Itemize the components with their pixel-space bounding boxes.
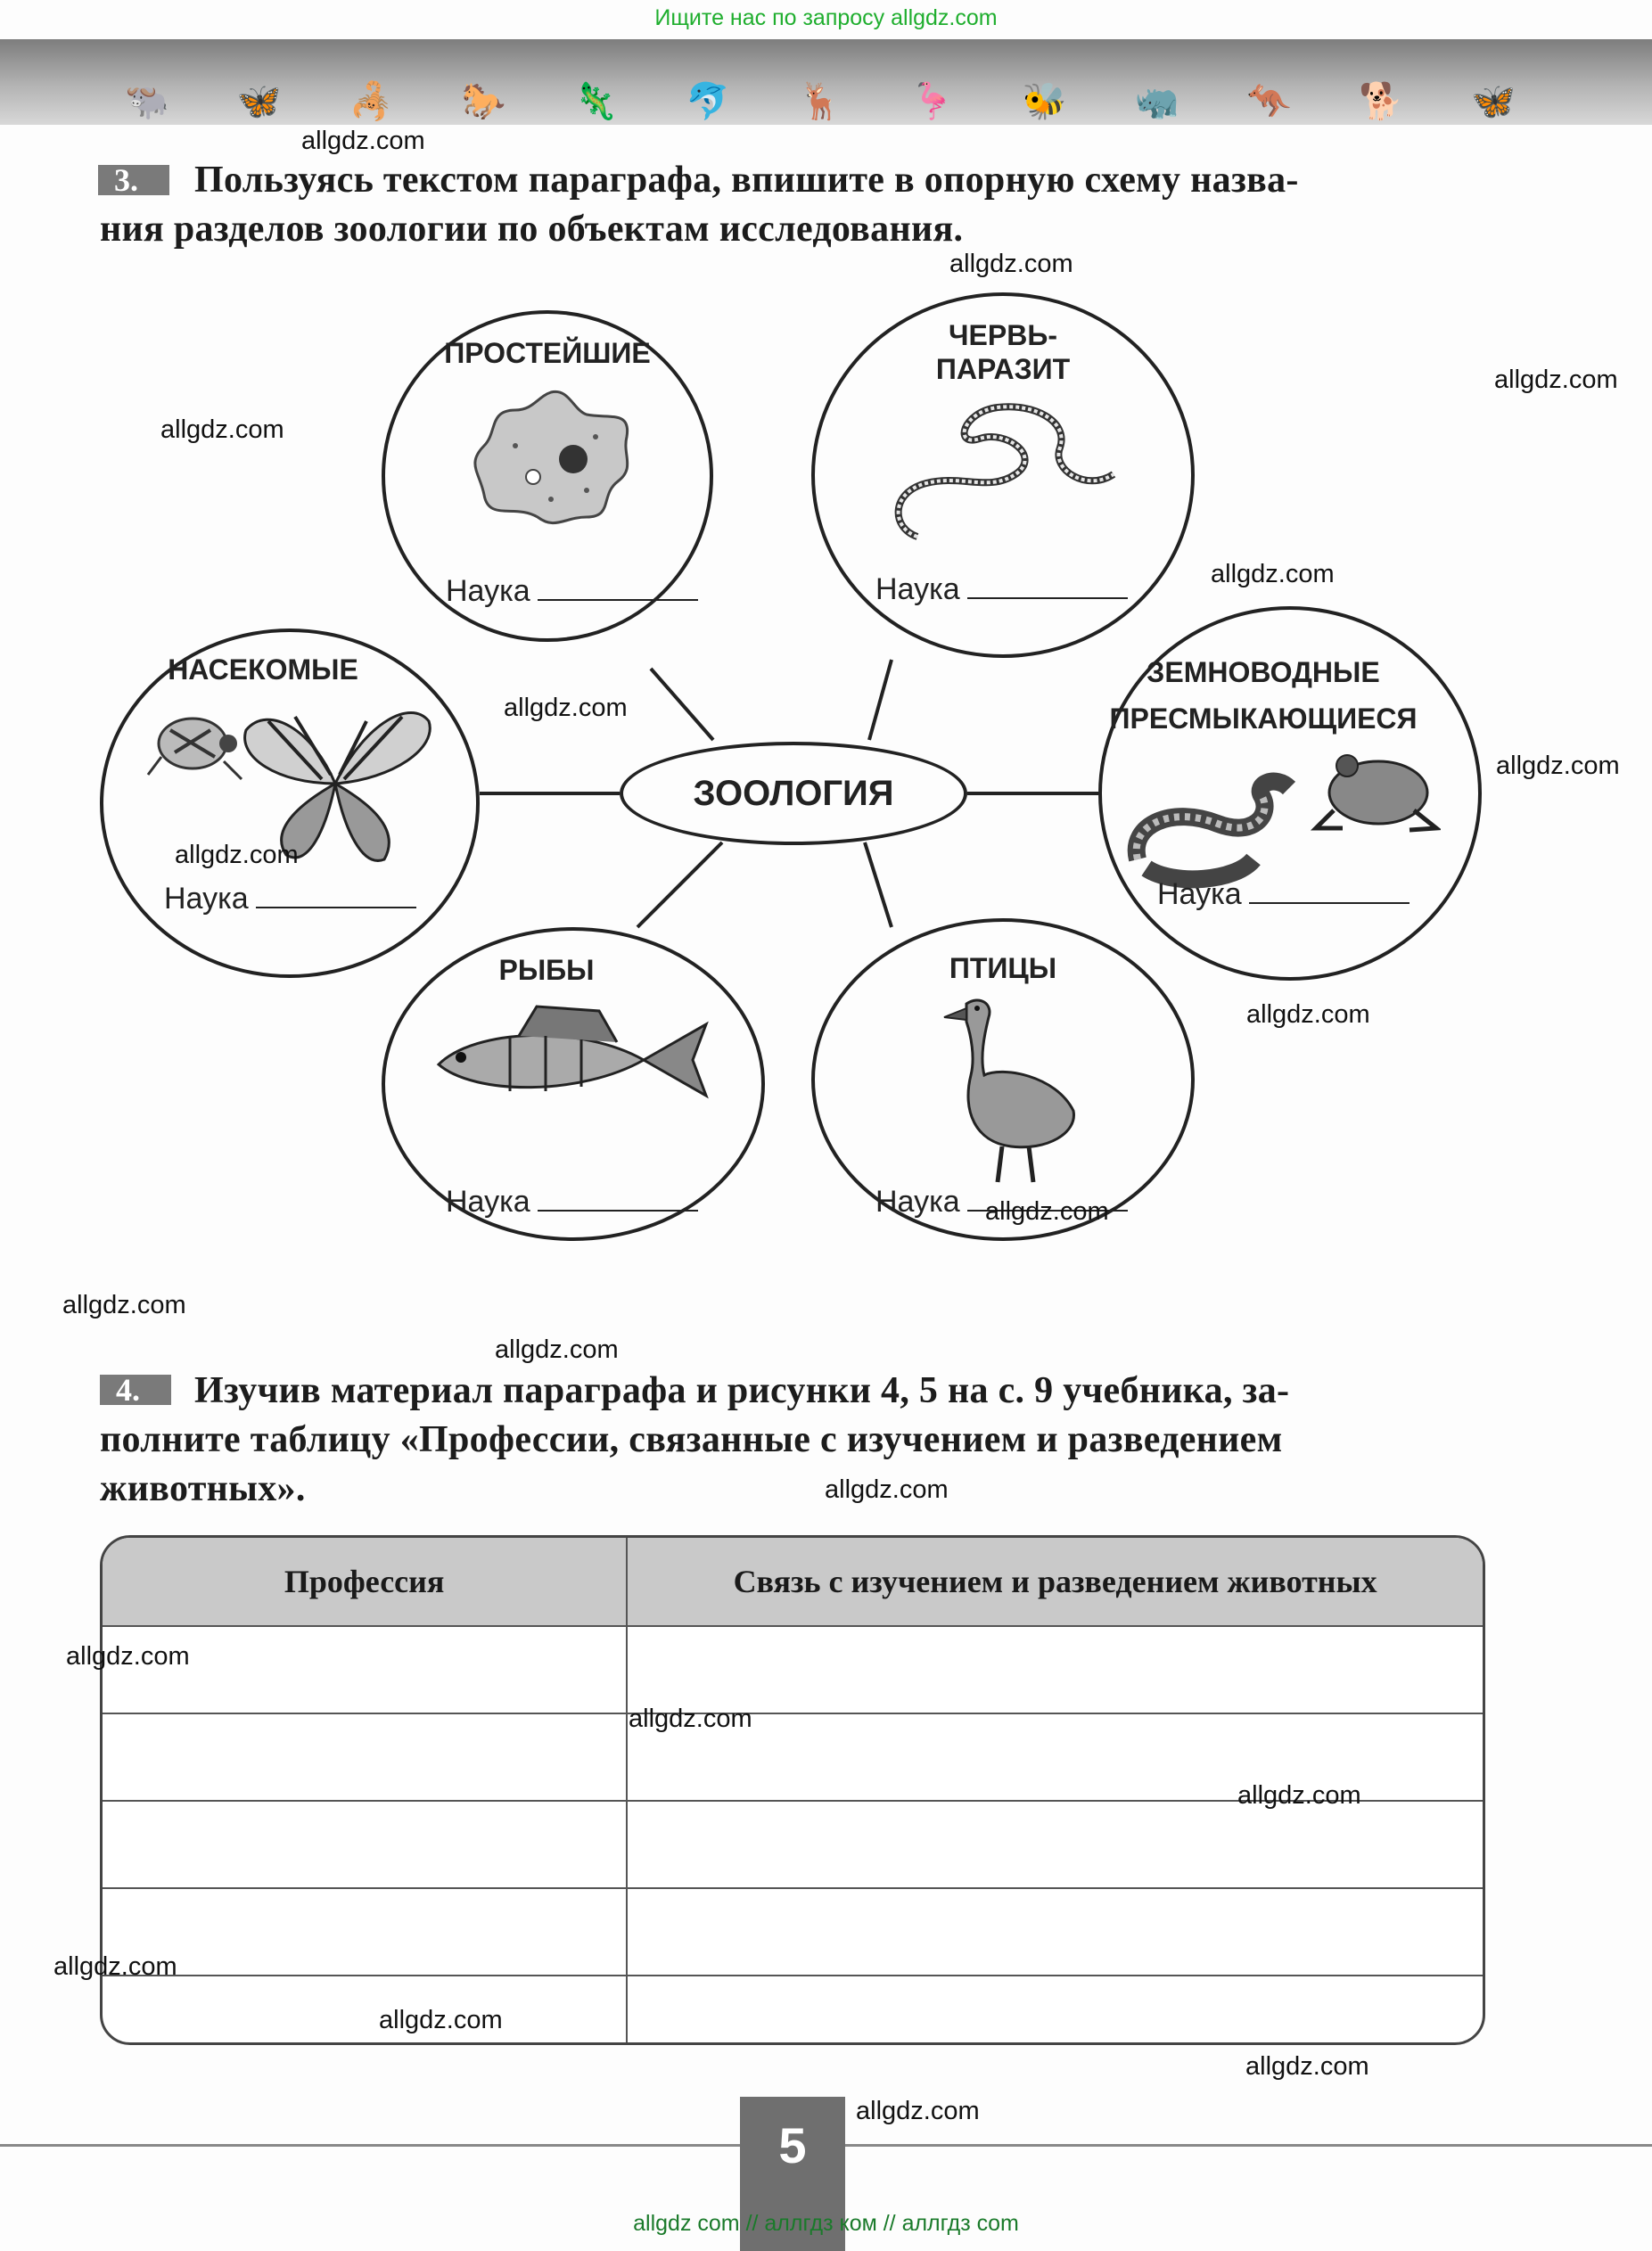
circle-protozoa — [382, 310, 713, 642]
table-cell[interactable] — [627, 1976, 1483, 2045]
circle-title-insects: НАСЕКОМЫЕ — [168, 653, 358, 686]
horse-icon: 🐎 — [461, 80, 506, 122]
frog-icon — [1307, 739, 1441, 837]
task4-line2-plain: полните таблицу — [100, 1419, 400, 1460]
circle-amphibians-reptiles — [1098, 606, 1482, 981]
table-cell[interactable] — [103, 1976, 627, 2045]
watermark: allgdz.com — [301, 127, 425, 155]
task4-text-line1: Изучив материал параграфа и рисунки 4, 5 на с. 9 учебника, за- — [194, 1370, 1290, 1411]
watermark: allgdz.com — [949, 250, 1073, 278]
science-field-amphibians[interactable] — [1157, 877, 1410, 912]
task3-text-line1: Пользуясь текстом параграфа, впишите в опорную схему назва- — [194, 160, 1299, 201]
science-field-insects[interactable] — [164, 882, 416, 916]
science-field-worm[interactable] — [875, 572, 1128, 607]
science-label: Наука — [1157, 877, 1242, 911]
table-cell[interactable] — [103, 1713, 627, 1801]
task3-number: 3. — [98, 165, 169, 195]
worm-icon — [882, 394, 1131, 555]
watermark: allgdz.com — [379, 2006, 503, 2034]
task3-text-line2: ния разделов зоологии по объектам исследования. — [100, 209, 964, 250]
science-blank[interactable] — [538, 574, 698, 601]
snake-icon — [1120, 770, 1298, 895]
science-field-fish[interactable] — [446, 1185, 698, 1220]
task4-number: 4. — [100, 1375, 171, 1405]
connector-fish — [637, 842, 722, 927]
circle-title-worm-2: ПАРАЗИТ — [935, 353, 1071, 385]
butterfly-icon: 🦋 — [236, 80, 282, 122]
connector-worm — [869, 660, 892, 740]
task4-line2-bold: «Профессии, связанные с изучением и разведением — [399, 1419, 1283, 1460]
table-cell[interactable] — [627, 1888, 1483, 1976]
table-cell[interactable] — [103, 1801, 627, 1888]
amoeba-icon — [462, 383, 640, 535]
watermark: allgdz.com — [504, 694, 628, 722]
watermark: allgdz.com — [1246, 1000, 1370, 1029]
watermark: allgdz.com — [985, 1197, 1109, 1226]
circle-fish — [382, 927, 765, 1241]
table-cell[interactable] — [103, 1888, 627, 1976]
task4-text-line2 — [100, 1416, 1283, 1464]
table-cell[interactable] — [627, 1801, 1483, 1888]
circle-title-amphibians: ЗЕМНОВОДНЫЕ — [1147, 656, 1380, 688]
connector-protozoa — [651, 669, 713, 740]
science-field-protozoa[interactable] — [446, 574, 698, 609]
butterfly-icon-2: 🦋 — [1471, 80, 1516, 122]
connector-birds — [865, 842, 892, 927]
column-header-connection: Связь с изучением и разведением животных — [627, 1538, 1483, 1626]
dog-icon: 🐕 — [1359, 80, 1404, 122]
bird-icon: 🦩 — [909, 80, 955, 122]
watermark: allgdz.com — [1211, 560, 1335, 588]
rhino-icon: 🦏 — [1134, 80, 1179, 122]
science-blank[interactable] — [538, 1185, 698, 1212]
bee-icon: 🐝 — [1022, 80, 1067, 122]
table-row — [103, 1888, 1483, 1976]
scorpion-icon: 🦂 — [349, 80, 394, 122]
footer-links[interactable]: allgdz com // аллгдз ком // аллгдз com — [633, 2211, 1019, 2236]
watermark: allgdz.com — [53, 1952, 177, 1981]
task4-text-line3: животных». — [100, 1468, 306, 1509]
zoology-center-oval: ЗООЛОГИЯ — [620, 742, 967, 845]
science-blank[interactable] — [967, 572, 1128, 599]
science-blank[interactable] — [256, 882, 416, 908]
science-label: Наука — [875, 572, 960, 606]
circle-title-worm-1: ЧЕРВЬ- — [949, 319, 1057, 351]
watermark: allgdz.com — [1496, 752, 1620, 780]
science-label: Наука — [446, 1185, 530, 1219]
table-cell[interactable] — [627, 1626, 1483, 1713]
circle-title-birds: ПТИЦЫ — [949, 952, 1057, 984]
table-row — [103, 1801, 1483, 1888]
kangaroo-icon: 🦘 — [1246, 80, 1292, 122]
watermark: allgdz.com — [175, 841, 299, 869]
science-blank[interactable] — [1249, 877, 1410, 904]
watermark: allgdz.com — [1245, 2052, 1369, 2081]
science-label: Наука — [446, 574, 530, 608]
watermark: allgdz.com — [62, 1291, 186, 1319]
table-header-row — [103, 1538, 1483, 1626]
circle-title-protozoa: ПРОСТЕЙШИЕ — [444, 337, 651, 369]
science-label: Наука — [164, 882, 249, 916]
watermark: allgdz.com — [495, 1335, 619, 1364]
watermark: allgdz.com — [856, 2097, 980, 2125]
circle-title-reptiles: ПРЕСМЫКАЮЩИЕСЯ — [1109, 702, 1418, 735]
top-banner[interactable]: Ищите нас по запросу allgdz.com — [654, 5, 998, 30]
circle-title-fish: РЫБЫ — [498, 954, 595, 986]
deer-icon: 🦌 — [798, 80, 842, 122]
science-label: Наука — [875, 1185, 960, 1219]
column-header-profession: Профессия — [103, 1538, 627, 1626]
circle-parasitic-worm — [811, 292, 1195, 658]
table-row — [103, 1626, 1483, 1713]
watermark: allgdz.com — [66, 1642, 190, 1671]
watermark: allgdz.com — [629, 1705, 752, 1733]
watermark: allgdz.com — [825, 1475, 949, 1504]
goose-icon — [931, 986, 1091, 1191]
watermark: allgdz.com — [1237, 1781, 1361, 1810]
fish-icon — [421, 1002, 724, 1118]
watermark: allgdz.com — [160, 415, 284, 444]
circle-birds — [811, 918, 1195, 1241]
buffalo-icon: 🐃 — [125, 80, 169, 122]
lizard-icon: 🦎 — [573, 80, 619, 122]
page-number: 5 — [740, 2097, 845, 2251]
circle-insects — [100, 628, 480, 978]
table-row — [103, 1976, 1483, 2045]
watermark: allgdz.com — [1494, 366, 1618, 394]
dolphin-icon: 🐬 — [686, 80, 731, 122]
